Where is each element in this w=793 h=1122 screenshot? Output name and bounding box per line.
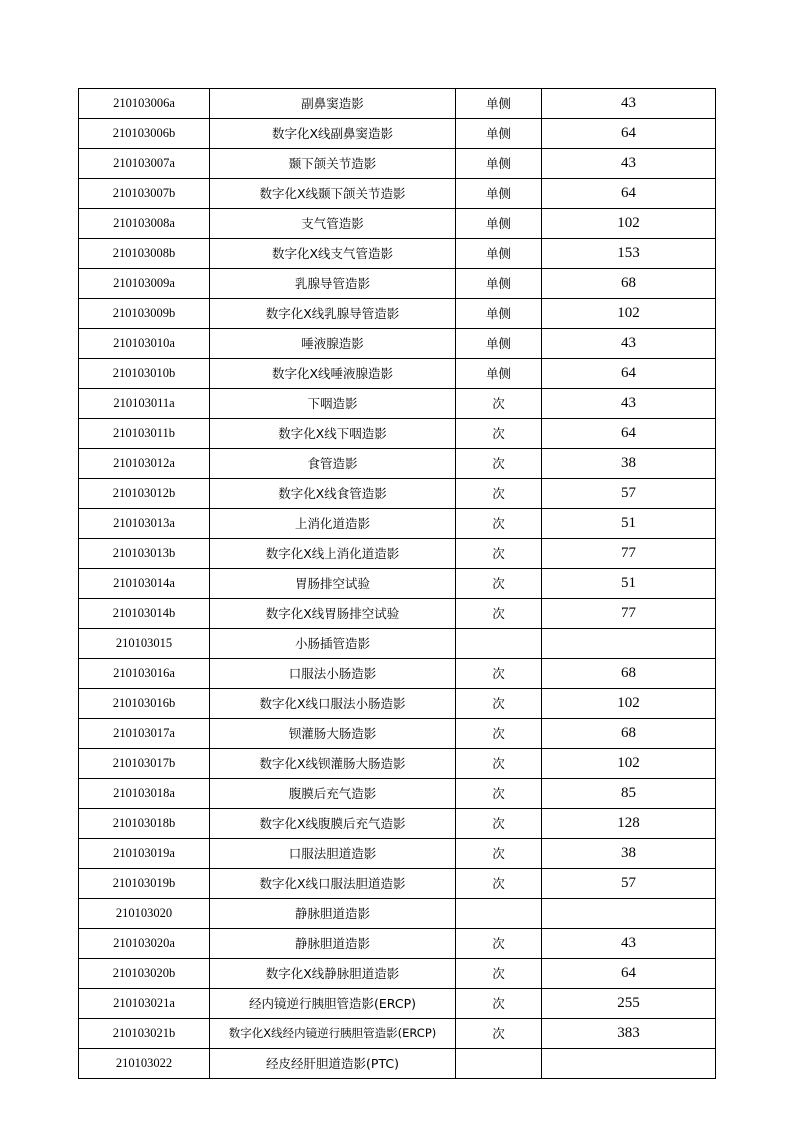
table-row	[79, 389, 716, 419]
table-row	[79, 839, 716, 869]
cell-item-code: 210103021b	[79, 1019, 210, 1049]
cell-item-price: 51	[542, 509, 716, 539]
cell-item-code: 210103008a	[79, 209, 210, 239]
cell-item-unit: 次	[456, 869, 542, 899]
cell-item-price	[542, 629, 716, 659]
cell-item-code: 210103010a	[79, 329, 210, 359]
cell-item-price: 43	[542, 89, 716, 119]
cell-item-code: 210103014a	[79, 569, 210, 599]
cell-item-name: 数字化X线口服法小肠造影	[210, 689, 456, 719]
cell-item-code: 210103014b	[79, 599, 210, 629]
table-row	[79, 1019, 716, 1049]
cell-item-name: 唾液腺造影	[210, 329, 456, 359]
cell-item-price: 68	[542, 719, 716, 749]
cell-item-unit: 单侧	[456, 239, 542, 269]
table-row	[79, 209, 716, 239]
cell-item-name: 食管造影	[210, 449, 456, 479]
cell-item-unit: 单侧	[456, 89, 542, 119]
cell-item-name: 胃肠排空试验	[210, 569, 456, 599]
cell-item-name: 静脉胆道造影	[210, 929, 456, 959]
cell-item-code: 210103019b	[79, 869, 210, 899]
cell-item-name: 数字化X线乳腺导管造影	[210, 299, 456, 329]
cell-item-price: 102	[542, 689, 716, 719]
cell-item-price: 64	[542, 419, 716, 449]
table-row	[79, 599, 716, 629]
table-row	[79, 569, 716, 599]
table-row	[79, 1049, 716, 1079]
cell-item-unit: 次	[456, 389, 542, 419]
cell-item-code: 210103019a	[79, 839, 210, 869]
table-row	[79, 509, 716, 539]
cell-item-unit: 单侧	[456, 179, 542, 209]
cell-item-unit: 次	[456, 719, 542, 749]
table-row	[79, 269, 716, 299]
cell-item-name: 数字化X线食管造影	[210, 479, 456, 509]
cell-item-price: 64	[542, 179, 716, 209]
cell-item-price: 102	[542, 299, 716, 329]
cell-item-price: 64	[542, 359, 716, 389]
cell-item-name: 下咽造影	[210, 389, 456, 419]
cell-item-price: 255	[542, 989, 716, 1019]
cell-item-price: 85	[542, 779, 716, 809]
table-row	[79, 329, 716, 359]
cell-item-code: 210103022	[79, 1049, 210, 1079]
cell-item-code: 210103021a	[79, 989, 210, 1019]
table-row	[79, 359, 716, 389]
cell-item-code: 210103010b	[79, 359, 210, 389]
cell-item-price: 64	[542, 959, 716, 989]
table-row	[79, 239, 716, 269]
table-row	[79, 779, 716, 809]
cell-item-code: 210103017b	[79, 749, 210, 779]
cell-item-unit: 次	[456, 779, 542, 809]
cell-item-price	[542, 899, 716, 929]
cell-item-unit: 单侧	[456, 329, 542, 359]
cell-item-code: 210103011b	[79, 419, 210, 449]
cell-item-code: 210103018a	[79, 779, 210, 809]
cell-item-name: 数字化X线经内镜逆行胰胆管造影(ERCP)	[210, 1019, 456, 1049]
cell-item-code: 210103007b	[79, 179, 210, 209]
cell-item-unit: 次	[456, 809, 542, 839]
cell-item-code: 210103016b	[79, 689, 210, 719]
cell-item-code: 210103020a	[79, 929, 210, 959]
cell-item-price: 38	[542, 449, 716, 479]
cell-item-unit: 单侧	[456, 119, 542, 149]
cell-item-name: 数字化X线上消化道造影	[210, 539, 456, 569]
cell-item-unit: 次	[456, 989, 542, 1019]
table-row	[79, 449, 716, 479]
cell-item-code: 210103012b	[79, 479, 210, 509]
cell-item-name: 经内镜逆行胰胆管造影(ERCP)	[210, 989, 456, 1019]
cell-item-name: 上消化道造影	[210, 509, 456, 539]
table-row	[79, 719, 716, 749]
cell-item-price: 43	[542, 149, 716, 179]
cell-item-unit	[456, 1049, 542, 1079]
cell-item-code: 210103020	[79, 899, 210, 929]
cell-item-name: 数字化X线支气管造影	[210, 239, 456, 269]
cell-item-name: 钡灌肠大肠造影	[210, 719, 456, 749]
cell-item-name: 数字化X线静脉胆道造影	[210, 959, 456, 989]
cell-item-code: 210103009a	[79, 269, 210, 299]
cell-item-price	[542, 1049, 716, 1079]
cell-item-name: 口服法胆道造影	[210, 839, 456, 869]
cell-item-price: 51	[542, 569, 716, 599]
cell-item-name: 副鼻窦造影	[210, 89, 456, 119]
table-row	[79, 539, 716, 569]
cell-item-name: 数字化X线颞下颌关节造影	[210, 179, 456, 209]
cell-item-name: 数字化X线腹膜后充气造影	[210, 809, 456, 839]
table-row	[79, 989, 716, 1019]
cell-item-unit: 单侧	[456, 149, 542, 179]
cell-item-code: 210103013a	[79, 509, 210, 539]
cell-item-unit	[456, 899, 542, 929]
cell-item-price: 128	[542, 809, 716, 839]
cell-item-unit: 次	[456, 929, 542, 959]
cell-item-name: 数字化X线口服法胆道造影	[210, 869, 456, 899]
cell-item-code: 210103011a	[79, 389, 210, 419]
cell-item-name: 经皮经肝胆道造影(PTC)	[210, 1049, 456, 1079]
table-row	[79, 929, 716, 959]
table-row	[79, 179, 716, 209]
cell-item-price: 77	[542, 599, 716, 629]
table-row	[79, 299, 716, 329]
cell-item-code: 210103007a	[79, 149, 210, 179]
cell-item-name: 数字化X线钡灌肠大肠造影	[210, 749, 456, 779]
cell-item-unit: 单侧	[456, 299, 542, 329]
table-row	[79, 959, 716, 989]
cell-item-price: 43	[542, 329, 716, 359]
cell-item-price: 57	[542, 479, 716, 509]
cell-item-unit: 次	[456, 569, 542, 599]
cell-item-unit: 次	[456, 599, 542, 629]
table-body	[79, 89, 716, 1079]
cell-item-price: 68	[542, 269, 716, 299]
table-row	[79, 479, 716, 509]
cell-item-name: 小肠插管造影	[210, 629, 456, 659]
cell-item-unit: 次	[456, 419, 542, 449]
cell-item-code: 210103020b	[79, 959, 210, 989]
cell-item-price: 64	[542, 119, 716, 149]
table-row	[79, 749, 716, 779]
table-row	[79, 89, 716, 119]
cell-item-name: 支气管造影	[210, 209, 456, 239]
cell-item-name: 静脉胆道造影	[210, 899, 456, 929]
cell-item-unit	[456, 629, 542, 659]
table-row	[79, 689, 716, 719]
cell-item-price: 77	[542, 539, 716, 569]
cell-item-code: 210103015	[79, 629, 210, 659]
cell-item-name: 数字化X线下咽造影	[210, 419, 456, 449]
cell-item-code: 210103009b	[79, 299, 210, 329]
cell-item-unit: 次	[456, 659, 542, 689]
cell-item-code: 210103006b	[79, 119, 210, 149]
cell-item-price: 102	[542, 209, 716, 239]
cell-item-unit: 次	[456, 539, 542, 569]
cell-item-code: 210103013b	[79, 539, 210, 569]
cell-item-unit: 次	[456, 959, 542, 989]
cell-item-name: 口服法小肠造影	[210, 659, 456, 689]
table-row	[79, 119, 716, 149]
table-row	[79, 659, 716, 689]
cell-item-unit: 单侧	[456, 269, 542, 299]
cell-item-name: 数字化X线胃肠排空试验	[210, 599, 456, 629]
cell-item-price: 57	[542, 869, 716, 899]
medical-service-price-table	[78, 88, 716, 1079]
table-row	[79, 629, 716, 659]
table-row	[79, 899, 716, 929]
cell-item-code: 210103017a	[79, 719, 210, 749]
cell-item-name: 数字化X线唾液腺造影	[210, 359, 456, 389]
table-row	[79, 149, 716, 179]
cell-item-code: 210103018b	[79, 809, 210, 839]
table-row	[79, 809, 716, 839]
cell-item-unit: 次	[456, 479, 542, 509]
cell-item-unit: 次	[456, 839, 542, 869]
cell-item-price: 38	[542, 839, 716, 869]
cell-item-name: 腹膜后充气造影	[210, 779, 456, 809]
cell-item-price: 383	[542, 1019, 716, 1049]
cell-item-unit: 单侧	[456, 359, 542, 389]
cell-item-code: 210103016a	[79, 659, 210, 689]
cell-item-unit: 次	[456, 509, 542, 539]
cell-item-price: 153	[542, 239, 716, 269]
cell-item-price: 68	[542, 659, 716, 689]
cell-item-code: 210103012a	[79, 449, 210, 479]
table-row	[79, 869, 716, 899]
cell-item-unit: 单侧	[456, 209, 542, 239]
cell-item-unit: 次	[456, 449, 542, 479]
cell-item-code: 210103008b	[79, 239, 210, 269]
cell-item-unit: 次	[456, 1019, 542, 1049]
cell-item-name: 乳腺导管造影	[210, 269, 456, 299]
cell-item-price: 43	[542, 929, 716, 959]
cell-item-unit: 次	[456, 749, 542, 779]
cell-item-code: 210103006a	[79, 89, 210, 119]
table-row	[79, 419, 716, 449]
cell-item-name: 颞下颌关节造影	[210, 149, 456, 179]
cell-item-unit: 次	[456, 689, 542, 719]
cell-item-name: 数字化X线副鼻窦造影	[210, 119, 456, 149]
cell-item-price: 43	[542, 389, 716, 419]
cell-item-price: 102	[542, 749, 716, 779]
